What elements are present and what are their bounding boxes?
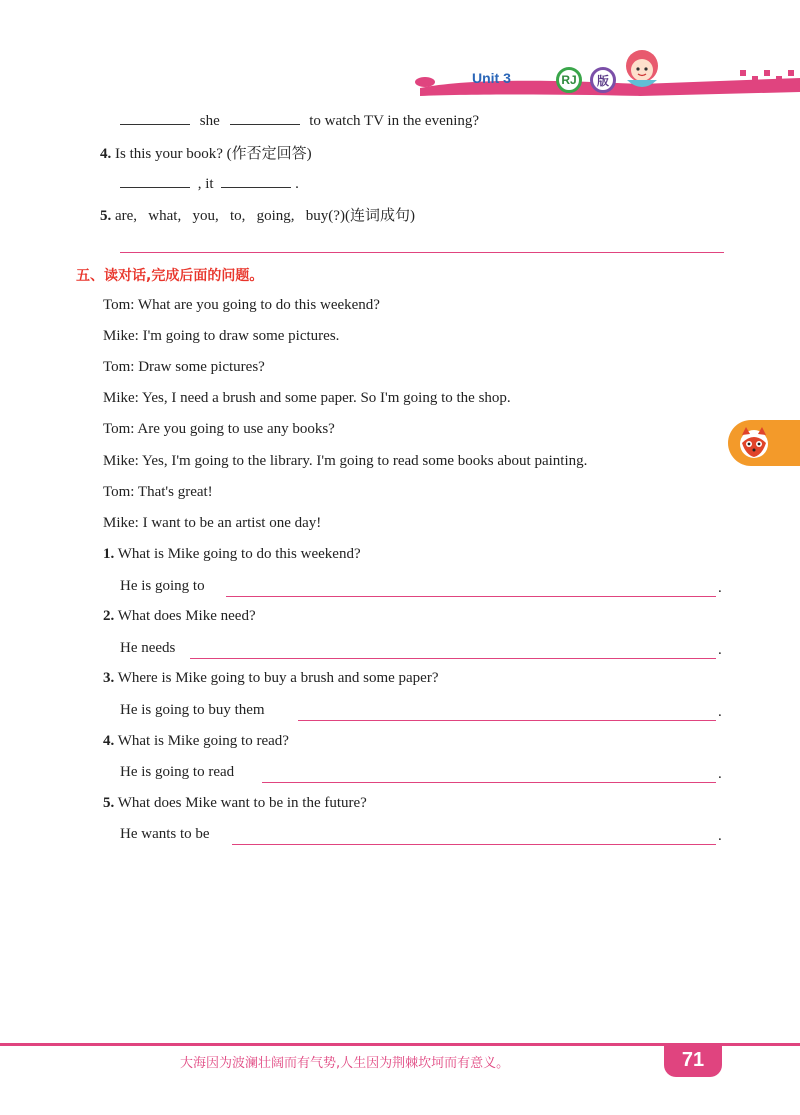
footer-motto: 大海因为波澜壮阔而有气势,人生因为荆棘坎坷而有意义。: [180, 1056, 510, 1071]
question-5: [100, 204, 415, 225]
answer-lead: He needs: [120, 640, 176, 656]
page-number-tab: [664, 1043, 722, 1077]
answer-end: .: [295, 176, 299, 192]
answer-lead: He is going to: [120, 578, 205, 594]
answer-line[interactable]: [190, 658, 716, 659]
answer-lead: He is going to read: [120, 764, 235, 780]
dialogue-line: Tom: That's great!: [103, 484, 213, 500]
answer-period: .: [718, 704, 722, 720]
comprehension-question-5: [103, 795, 367, 812]
question-number: 2.: [103, 608, 115, 624]
dialogue-line: Mike: Yes, I'm going to the library. I'm going to read some books about painting.: [103, 453, 588, 469]
dialogue-line: Mike: Yes, I need a brush and some paper. So I'm going to the shop.: [103, 390, 511, 406]
dialogue-line: Tom: Are you going to use any books?: [103, 421, 335, 437]
dialogue-line: Tom: What are you going to do this weekend?: [103, 297, 380, 313]
answer-lead: He wants to be: [120, 826, 210, 842]
answer-blank[interactable]: [120, 110, 190, 125]
girl-mascot-icon: [612, 44, 672, 94]
answer-lead: He is going to buy them: [120, 702, 265, 718]
answer-blank[interactable]: [120, 173, 190, 188]
question-4-answer-line: [120, 173, 299, 193]
page-number: 71: [681, 1048, 705, 1071]
question-number: 1.: [103, 546, 115, 562]
comprehension-question-4: [103, 733, 289, 750]
question-text: Where is Mike going to buy a brush and some paper?: [117, 670, 439, 686]
answer-period: .: [718, 828, 722, 844]
answer-blank[interactable]: [230, 110, 300, 125]
unit-label: Unit 3: [472, 70, 511, 86]
word-she: she: [199, 113, 220, 129]
comprehension-question-3: [103, 670, 438, 687]
answer-line[interactable]: [262, 782, 716, 783]
section-title: 五、读对话,完成后面的问题。: [76, 268, 264, 284]
side-tab: [728, 420, 800, 466]
question-text: What does Mike need?: [117, 608, 256, 624]
header-band: [0, 0, 800, 100]
answer-period: .: [718, 580, 722, 596]
comprehension-question-2: [103, 608, 256, 625]
question-text: What does Mike want to be in the future?: [117, 795, 367, 811]
answer-blank[interactable]: [221, 173, 291, 188]
question-text: are, what, you, to, going, buy(?)(连词成句): [115, 208, 415, 224]
question-number: 3.: [103, 670, 115, 686]
answer-line[interactable]: [232, 844, 716, 845]
answer-line[interactable]: [226, 596, 716, 597]
comprehension-question-1: [103, 546, 361, 563]
dialogue-line: Mike: I'm going to draw some pictures.: [103, 328, 340, 344]
sentence-tail: to watch TV in the evening?: [309, 113, 480, 129]
answer-line[interactable]: [298, 720, 716, 721]
answer-period: .: [718, 766, 722, 782]
fox-mascot-icon: [736, 425, 772, 461]
answer-line[interactable]: [120, 252, 724, 253]
question-4: [100, 142, 312, 163]
question-text: What is Mike going to read?: [117, 733, 289, 749]
dialogue-line: Tom: Draw some pictures?: [103, 359, 265, 375]
question-text: What is Mike going to do this weekend?: [117, 546, 361, 562]
question-number: 4.: [103, 733, 115, 749]
edition-badge: 版: [590, 67, 616, 93]
header-swoosh: [0, 0, 800, 100]
carryover-q4-line: [120, 110, 479, 130]
question-number: 5.: [100, 208, 112, 224]
answer-period: .: [718, 642, 722, 658]
question-text: Is this your book? (作否定回答): [115, 146, 312, 162]
answer-mid: , it: [197, 176, 214, 192]
dialogue-line: Mike: I want to be an artist one day!: [103, 515, 322, 531]
rj-badge: RJ: [556, 67, 582, 93]
question-number: 4.: [100, 146, 112, 162]
question-number: 5.: [103, 795, 115, 811]
